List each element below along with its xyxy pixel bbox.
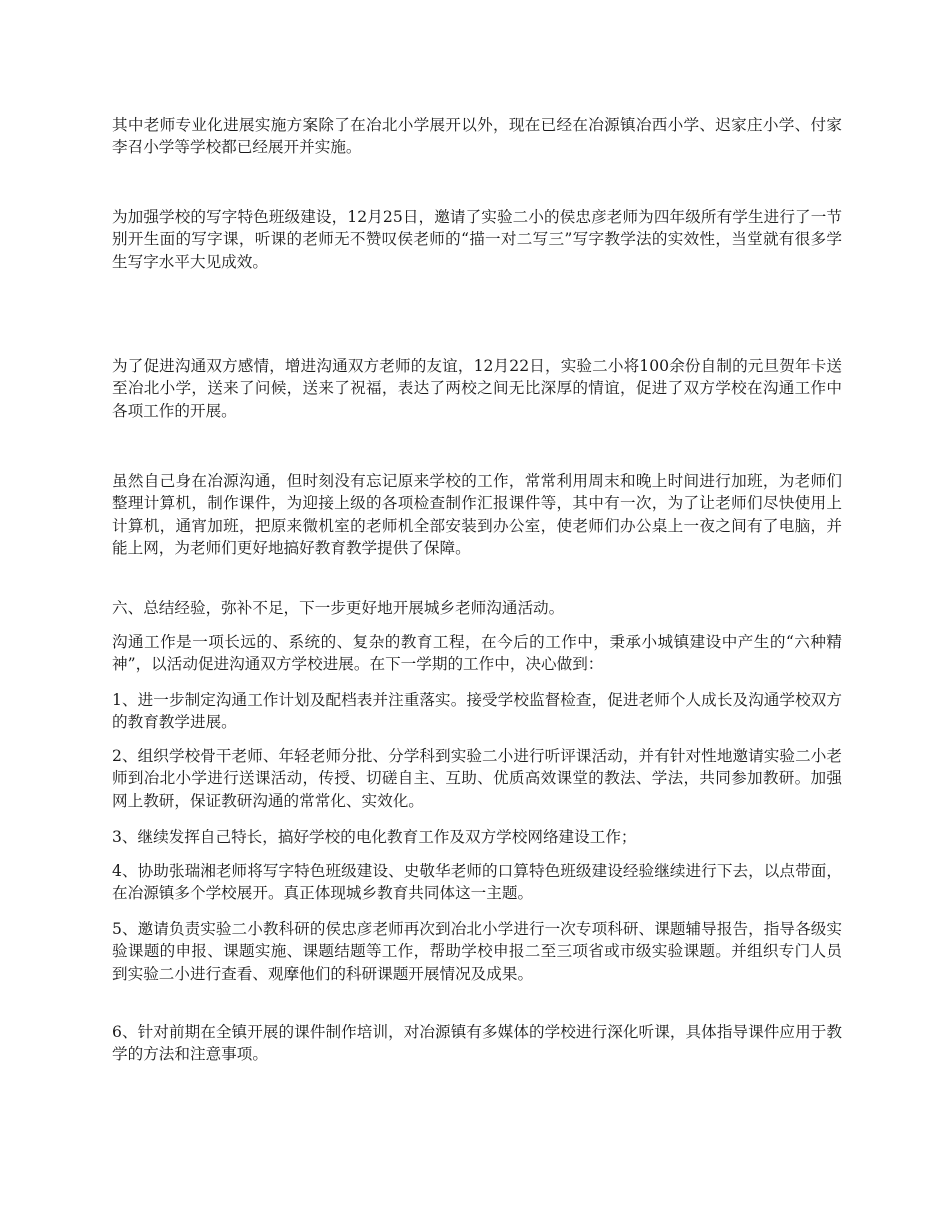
paragraph-computer-work: 虽然自己身在冶源沟通，但时刻没有忘记原来学校的工作，常常利用周末和晚上时间进行加班，为老师们整理计算机，制作课件，为迎接上级的各项检查制作汇报课件等，其中有一次，为了让老师们尽快使用上计算机，通宵加班，把原来微机室的老师机全部安装到办公室，使老师们办公桌上一夜之间有了电脑，并能上网，为老师们更好地搞好教育教学提供了保障。 (112, 472, 842, 558)
list-item-1: 1、进一步制定沟通工作计划及配档表并注重落实。接受学校监督检查，促进老师个人成长及沟通学校双方的教育教学进展。 (112, 691, 842, 732)
list-item-4: 4、协助张瑞湘老师将写字特色班级建设、史敬华老师的口算特色班级建设经验继续进行下去，以点带面，在冶源镇多个学校展开。真正体现城乡教育共同体这一主题。 (112, 862, 842, 903)
paragraph-future-work: 沟通工作是一项长远的、系统的、复杂的教育工程，在今后的工作中，秉承小城镇建设中产生的“六种精神”，以活动促进沟通双方学校进展。在下一学期的工作中，决心做到： (112, 633, 842, 674)
section-heading-summary: 六、总结经验，弥补不足，下一步更好地开展城乡老师沟通活动。 (112, 599, 565, 617)
list-item-6: 6、针对前期在全镇开展的课件制作培训，对冶源镇有多媒体的学校进行深化听课，具体指导课件应用于教学的方法和注意事项。 (112, 1023, 842, 1064)
paragraph-teacher-development: 其中老师专业化进展实施方案除了在冶北小学展开以外，现在已经在冶源镇冶西小学、迟家庄小学、付家李召小学等学校都已经展开并实施。 (112, 116, 842, 157)
list-item-2: 2、组织学校骨干老师、年轻老师分批、分学科到实验二小进行听评课活动，并有针对性地邀请实验二小老师到冶北小学进行送课活动，传授、切磋自主、互助、优质高效课堂的教法、学法，共同参加教研。加强网上教研，保证教研沟通的常常化、实效化。 (112, 747, 842, 810)
list-item-3: 3、继续发挥自己特长，搞好学校的电化教育工作及双方学校网络建设工作； (112, 828, 637, 846)
list-item-5: 5、邀请负责实验二小教科研的侯忠彦老师再次到冶北小学进行一次专项科研、课题辅导报告，指导各级实验课题的申报、课题实施、课题结题等工作，帮助学校申报二至三项省或市级实验课题。并组织专门人员到实验二小进行查看、观摩他们的科研课题开展情况及成果。 (112, 920, 842, 983)
paragraph-new-year-cards: 为了促进沟通双方感情，增进沟通双方老师的友谊，12月22日，实验二小将100余份自制的元旦贺年卡送至冶北小学，送来了问候，送来了祝福，表达了两校之间无比深厚的情谊，促进了双方学校在沟通工作中各项工作的开展。 (112, 357, 842, 420)
paragraph-calligraphy-class: 为加强学校的写字特色班级建设，12月25日，邀请了实验二小的侯忠彦老师为四年级所有学生进行了一节别开生面的写字课，听课的老师无不赞叹侯老师的“描一对二写三”写字教学法的实效性，当堂就有很多学生写字水平大见成效。 (112, 208, 842, 271)
